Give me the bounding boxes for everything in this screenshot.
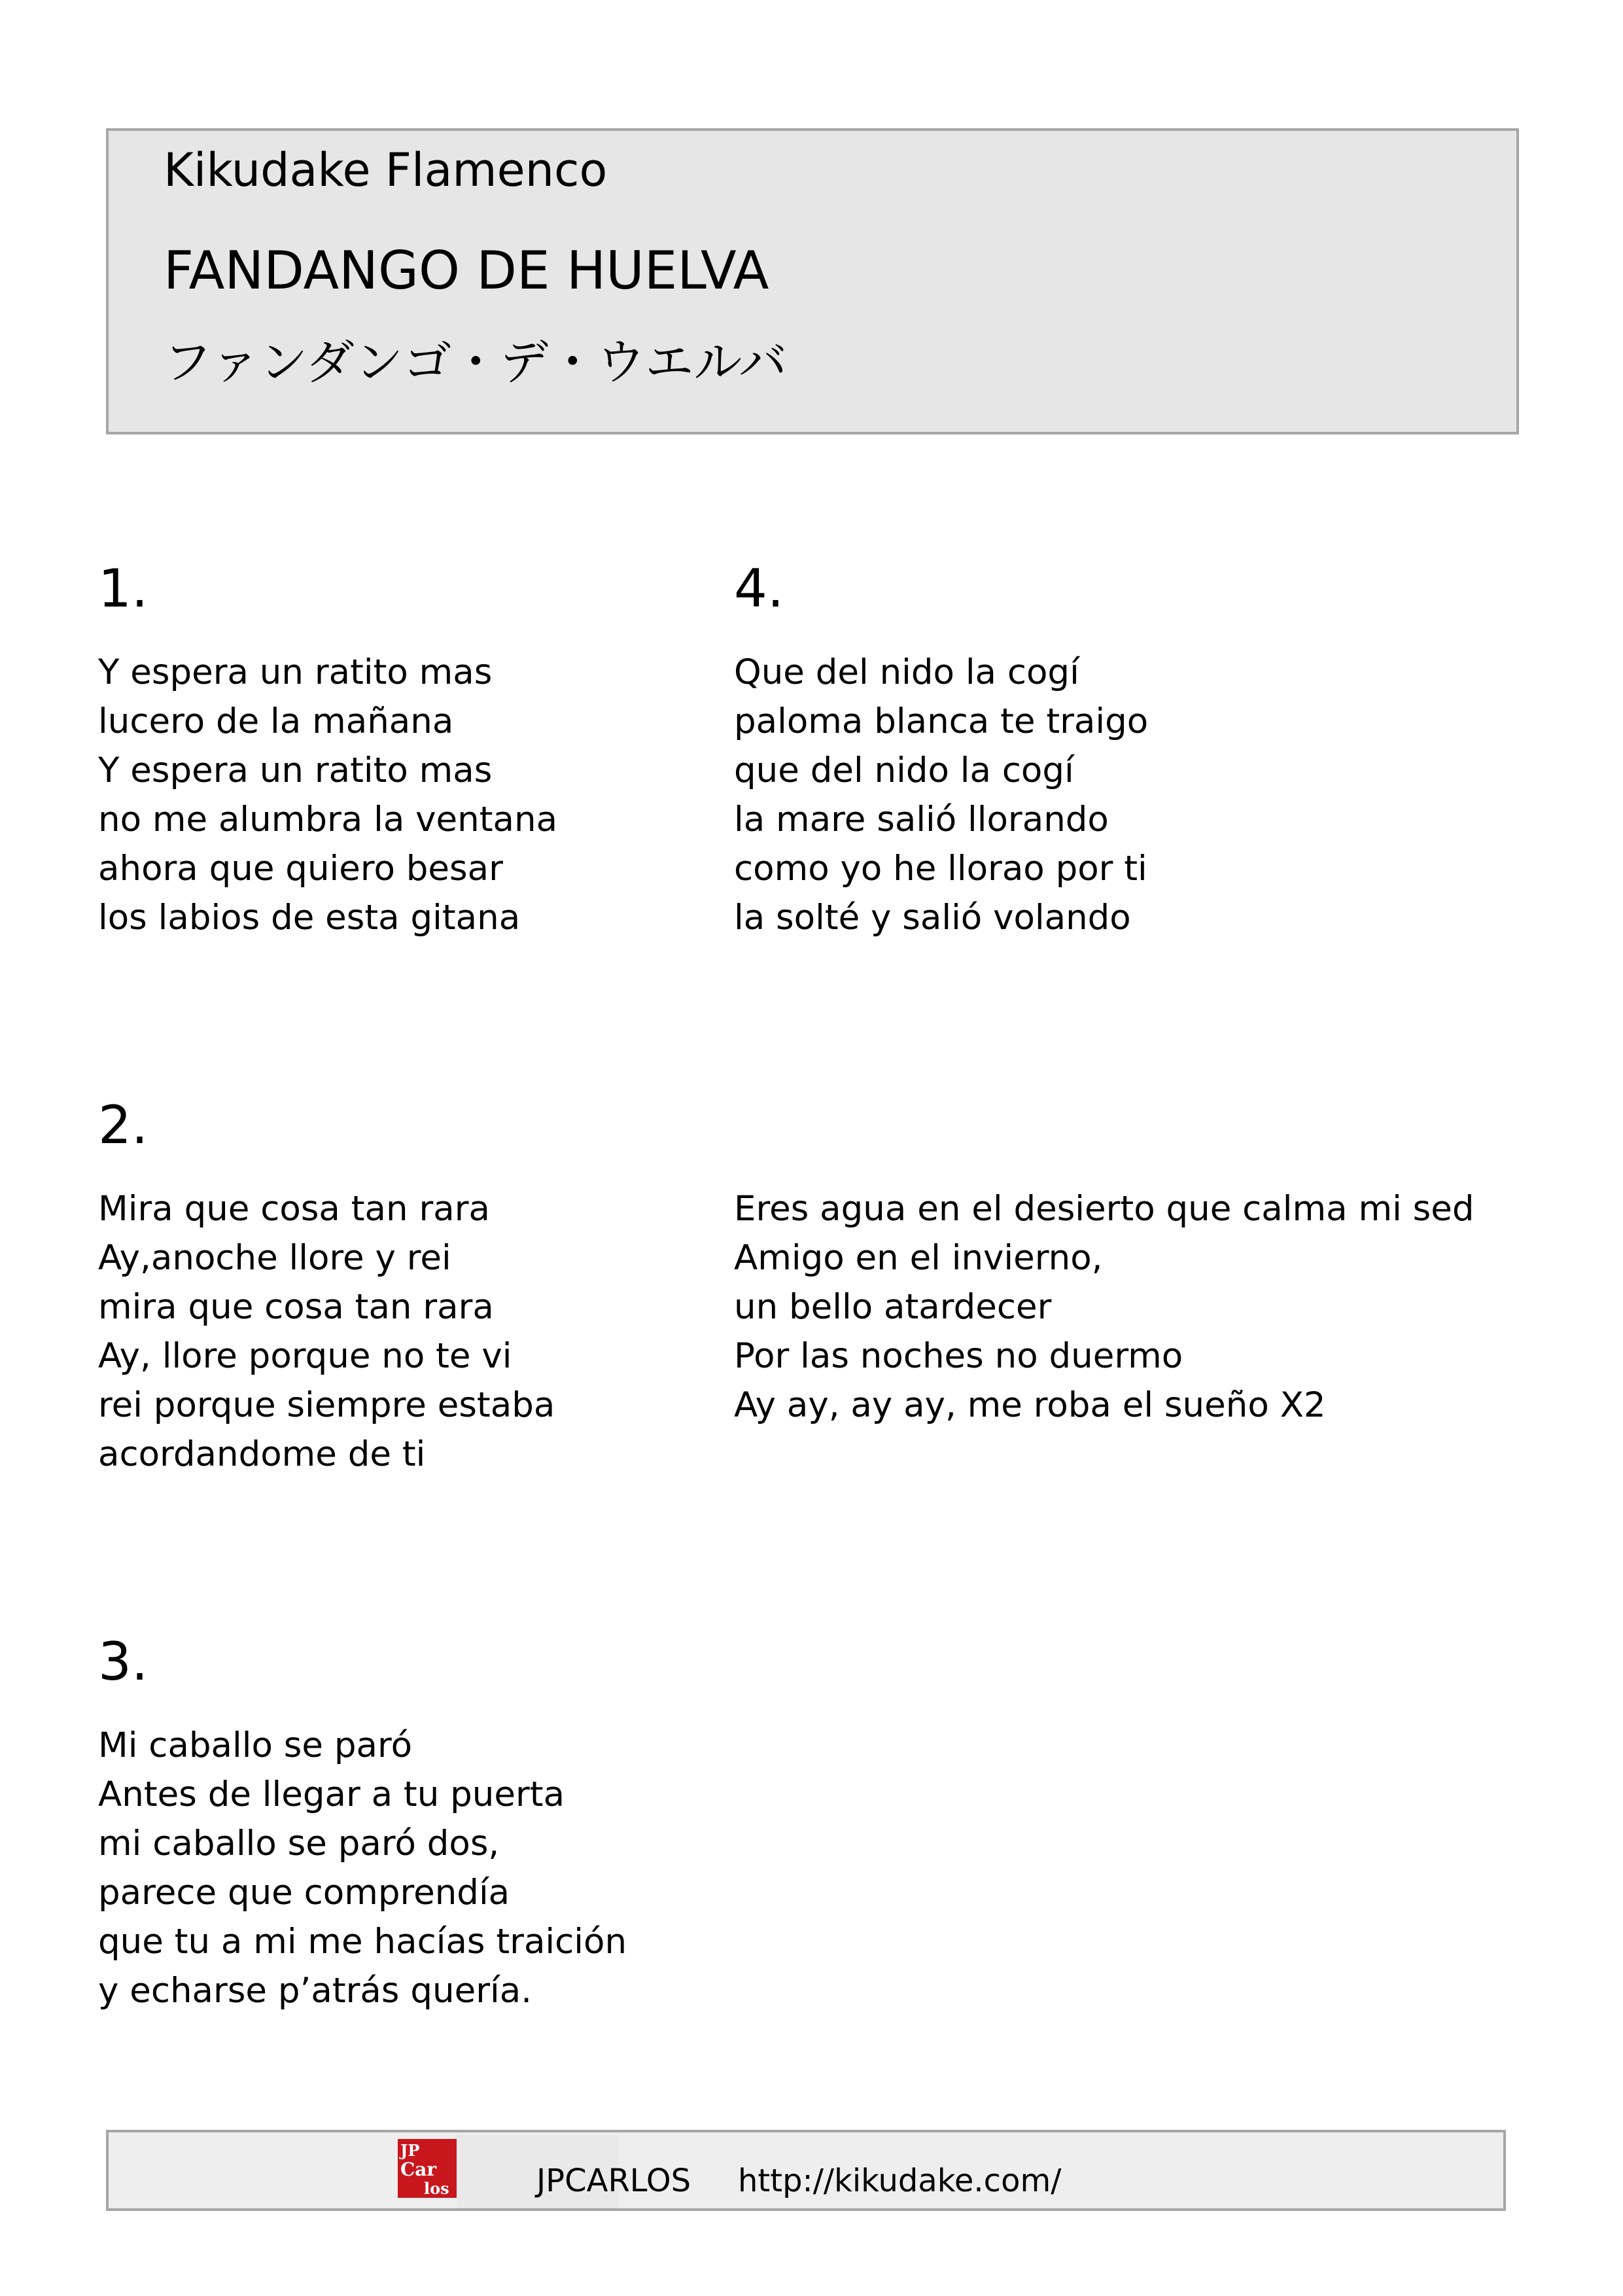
verse-lines <box>98 1721 739 2015</box>
verse-line: paloma blanca te traigo <box>734 701 1149 741</box>
verse-line: Ay,anoche llore y rei <box>98 1238 451 1278</box>
verse-line: Que del nido la cogí <box>734 652 1079 692</box>
verse-line: la solté y salió volando <box>734 898 1131 938</box>
verse-line: ahora que quiero besar <box>98 849 503 889</box>
verse-line: mira que cosa tan rara <box>98 1287 494 1327</box>
verse-line: que tu a mi me hacías traición <box>98 1922 627 1962</box>
song-title: FANDANGO DE HUELVA <box>164 240 769 301</box>
svg-text:los: los <box>424 2179 449 2198</box>
song-title-japanese: ファンダンゴ・デ・ウエルバ <box>164 334 788 391</box>
verse-line: Y espera un ratito mas <box>98 652 493 692</box>
verse-line: rei porque siempre estaba <box>98 1385 555 1425</box>
verse-number: 3. <box>98 1631 148 1692</box>
chorus-line: Por las noches no duermo <box>734 1336 1183 1376</box>
chorus-lines <box>734 1184 1584 1430</box>
chorus-line: Eres agua en el desierto que calma mi sed <box>734 1189 1475 1229</box>
footer-url-link[interactable]: http://kikudake.com/ <box>738 2163 1062 2199</box>
header-box <box>106 128 1519 434</box>
verse-line: mi caballo se paró dos, <box>98 1824 500 1863</box>
verse-lines <box>734 648 1375 942</box>
svg-text:Car: Car <box>400 2159 437 2180</box>
footer <box>106 2130 1506 2211</box>
verse-4 <box>734 558 1375 942</box>
chorus <box>734 1184 1584 1430</box>
verse-line: que del nido la cogí <box>734 751 1074 790</box>
verse-line: acordandome de ti <box>98 1434 426 1474</box>
verse-1 <box>98 558 739 942</box>
verse-2 <box>98 1095 739 1479</box>
verse-line: parece que comprendía <box>98 1873 510 1913</box>
jpcarlos-logo-icon <box>398 2139 457 2198</box>
verse-lines <box>98 1184 739 1479</box>
verse-lines <box>98 648 739 942</box>
verse-number: 4. <box>734 558 784 619</box>
site-name: Kikudake Flamenco <box>164 143 608 197</box>
verse-line: los labios de esta gitana <box>98 898 521 938</box>
verse-line: Y espera un ratito mas <box>98 751 493 790</box>
chorus-line: un bello atardecer <box>734 1287 1052 1327</box>
footer-brand: JPCARLOS <box>536 2163 691 2199</box>
chorus-line: Ay ay, ay ay, me roba el sueño X2 <box>734 1385 1326 1425</box>
svg-text:JP: JP <box>400 2141 420 2160</box>
verse-line: y echarse p’atrás quería. <box>98 1971 532 2011</box>
verse-line: Mira que cosa tan rara <box>98 1189 490 1229</box>
verse-line: lucero de la mañana <box>98 701 454 741</box>
chorus-line: Amigo en el invierno, <box>734 1238 1103 1278</box>
verse-line: Antes de llegar a tu puerta <box>98 1775 565 1814</box>
verse-line: Mi caballo se paró <box>98 1725 413 1765</box>
verse-3 <box>98 1631 739 2015</box>
verse-line: como yo he llorao por ti <box>734 849 1147 889</box>
verse-number: 2. <box>98 1095 148 1156</box>
verse-line: Ay, llore porque no te vi <box>98 1336 512 1376</box>
verse-line: la mare salió llorando <box>734 800 1109 839</box>
verse-number: 1. <box>98 558 148 619</box>
verse-line: no me alumbra la ventana <box>98 800 558 839</box>
